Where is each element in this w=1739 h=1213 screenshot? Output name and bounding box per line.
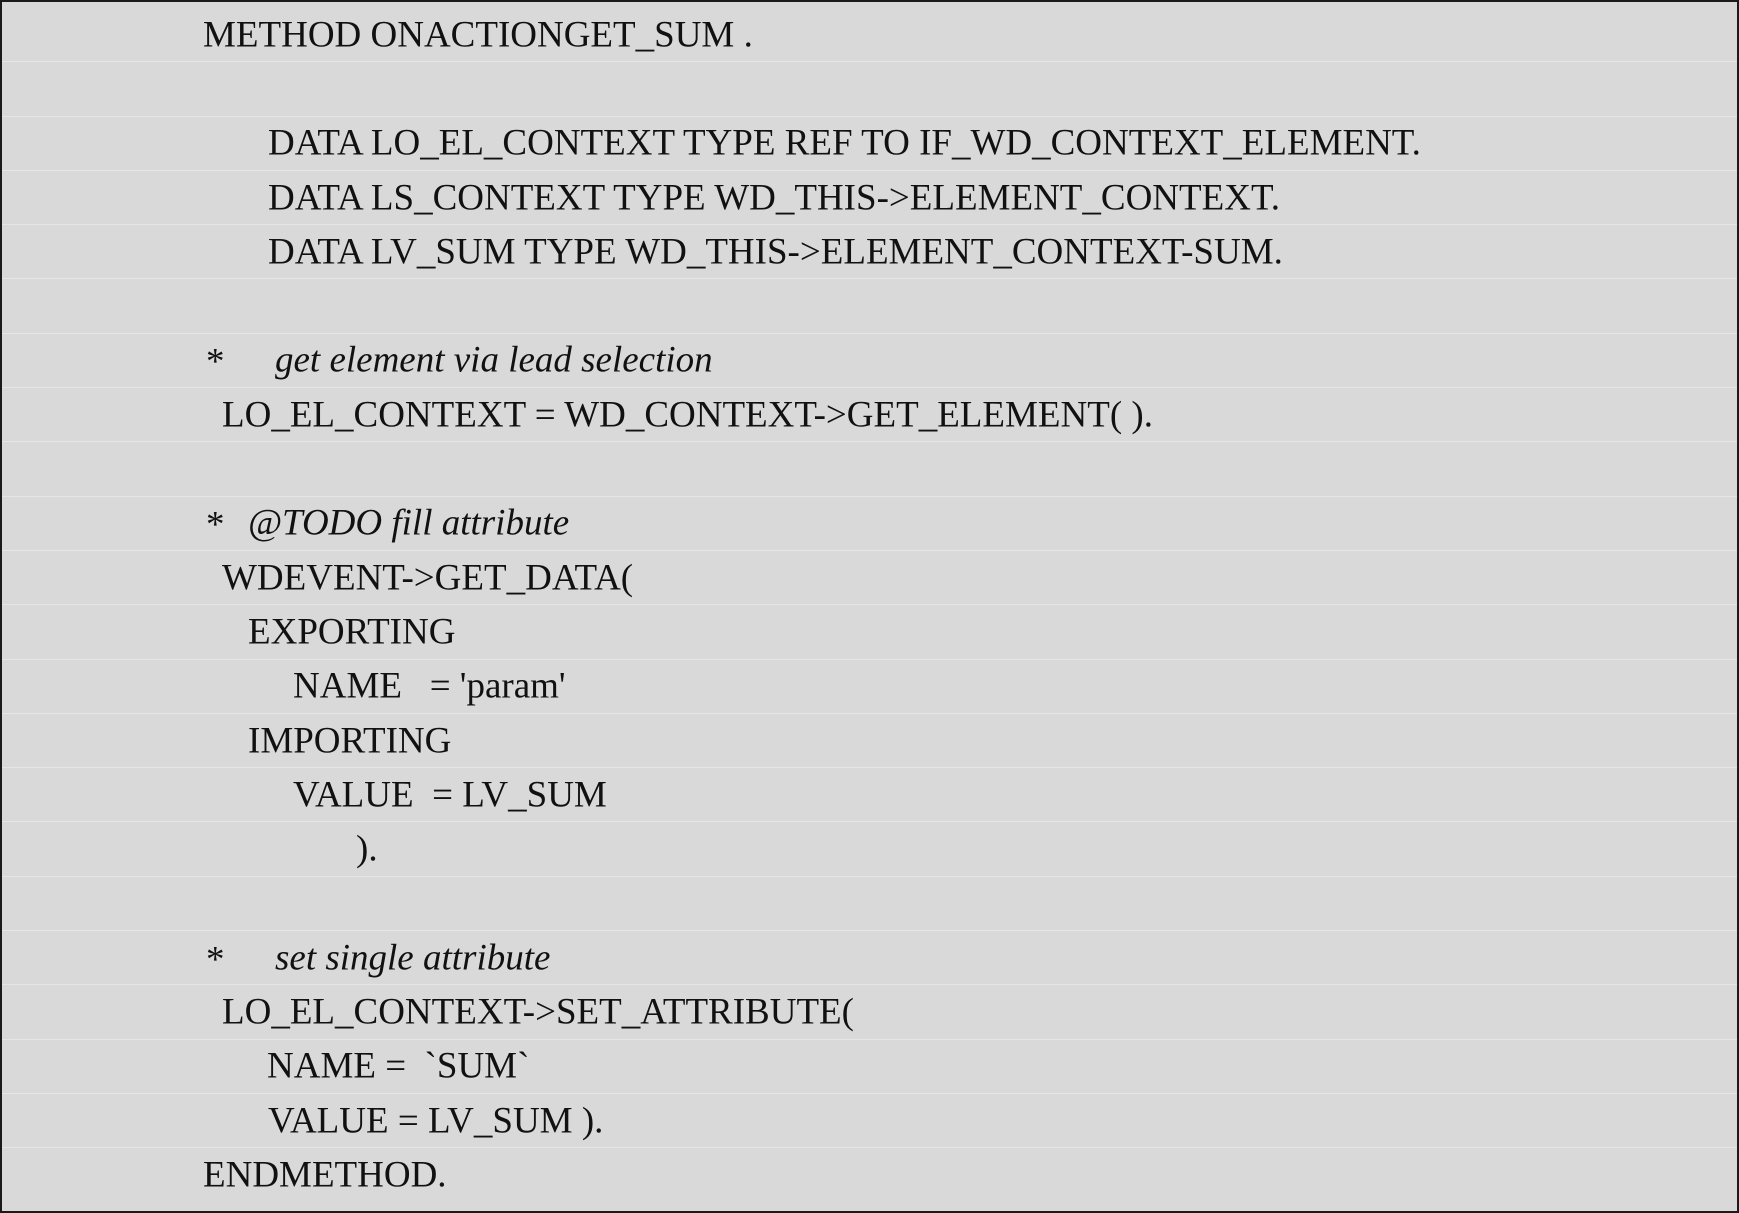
code-text: VALUE = LV_SUM ). bbox=[268, 1100, 604, 1142]
comment-marker: * bbox=[206, 342, 225, 384]
code-line bbox=[2, 388, 1737, 442]
code-line bbox=[2, 551, 1737, 605]
code-line bbox=[2, 985, 1737, 1039]
code-line bbox=[2, 8, 1737, 62]
code-line bbox=[2, 768, 1737, 822]
comment-marker: * bbox=[206, 505, 225, 547]
code-line bbox=[2, 171, 1737, 225]
code-line bbox=[2, 117, 1737, 171]
comment-marker: * bbox=[206, 939, 225, 981]
code-text: IMPORTING bbox=[248, 720, 452, 762]
code-line bbox=[2, 334, 1737, 388]
code-comment: get element via lead selection bbox=[275, 339, 713, 381]
code-line bbox=[2, 280, 1737, 334]
code-text: VALUE = LV_SUM bbox=[293, 774, 607, 816]
code-line bbox=[2, 497, 1737, 551]
code-text: DATA LS_CONTEXT TYPE WD_THIS->ELEMENT_CONTEXT. bbox=[268, 177, 1281, 219]
code-comment: @TODO fill attribute bbox=[248, 502, 570, 544]
code-text: ENDMETHOD. bbox=[203, 1154, 447, 1196]
code-line bbox=[2, 931, 1737, 985]
code-text: EXPORTING bbox=[248, 611, 456, 653]
code-line bbox=[2, 1094, 1737, 1148]
code-text: METHOD ONACTIONGET_SUM . bbox=[203, 14, 753, 56]
code-text: NAME = `SUM` bbox=[267, 1045, 530, 1087]
code-line bbox=[2, 62, 1737, 116]
code-line bbox=[2, 660, 1737, 714]
code-line bbox=[2, 877, 1737, 931]
code-text: NAME = 'param' bbox=[293, 665, 566, 707]
code-text: LO_EL_CONTEXT = WD_CONTEXT->GET_ELEMENT( ). bbox=[222, 394, 1153, 436]
code-line bbox=[2, 442, 1737, 496]
code-line bbox=[2, 714, 1737, 768]
code-text: DATA LO_EL_CONTEXT TYPE REF TO IF_WD_CONTEXT_ELEMENT. bbox=[268, 122, 1421, 164]
code-text: DATA LV_SUM TYPE WD_THIS->ELEMENT_CONTEXT-SUM. bbox=[268, 231, 1283, 273]
code-comment: set single attribute bbox=[275, 937, 551, 979]
code-text: ). bbox=[356, 828, 378, 870]
code-text: WDEVENT->GET_DATA( bbox=[222, 557, 634, 599]
code-line bbox=[2, 605, 1737, 659]
code-line bbox=[2, 1040, 1737, 1094]
code-line bbox=[2, 823, 1737, 877]
code-line bbox=[2, 225, 1737, 279]
code-line bbox=[2, 1148, 1737, 1202]
code-text: LO_EL_CONTEXT->SET_ATTRIBUTE( bbox=[222, 991, 854, 1033]
